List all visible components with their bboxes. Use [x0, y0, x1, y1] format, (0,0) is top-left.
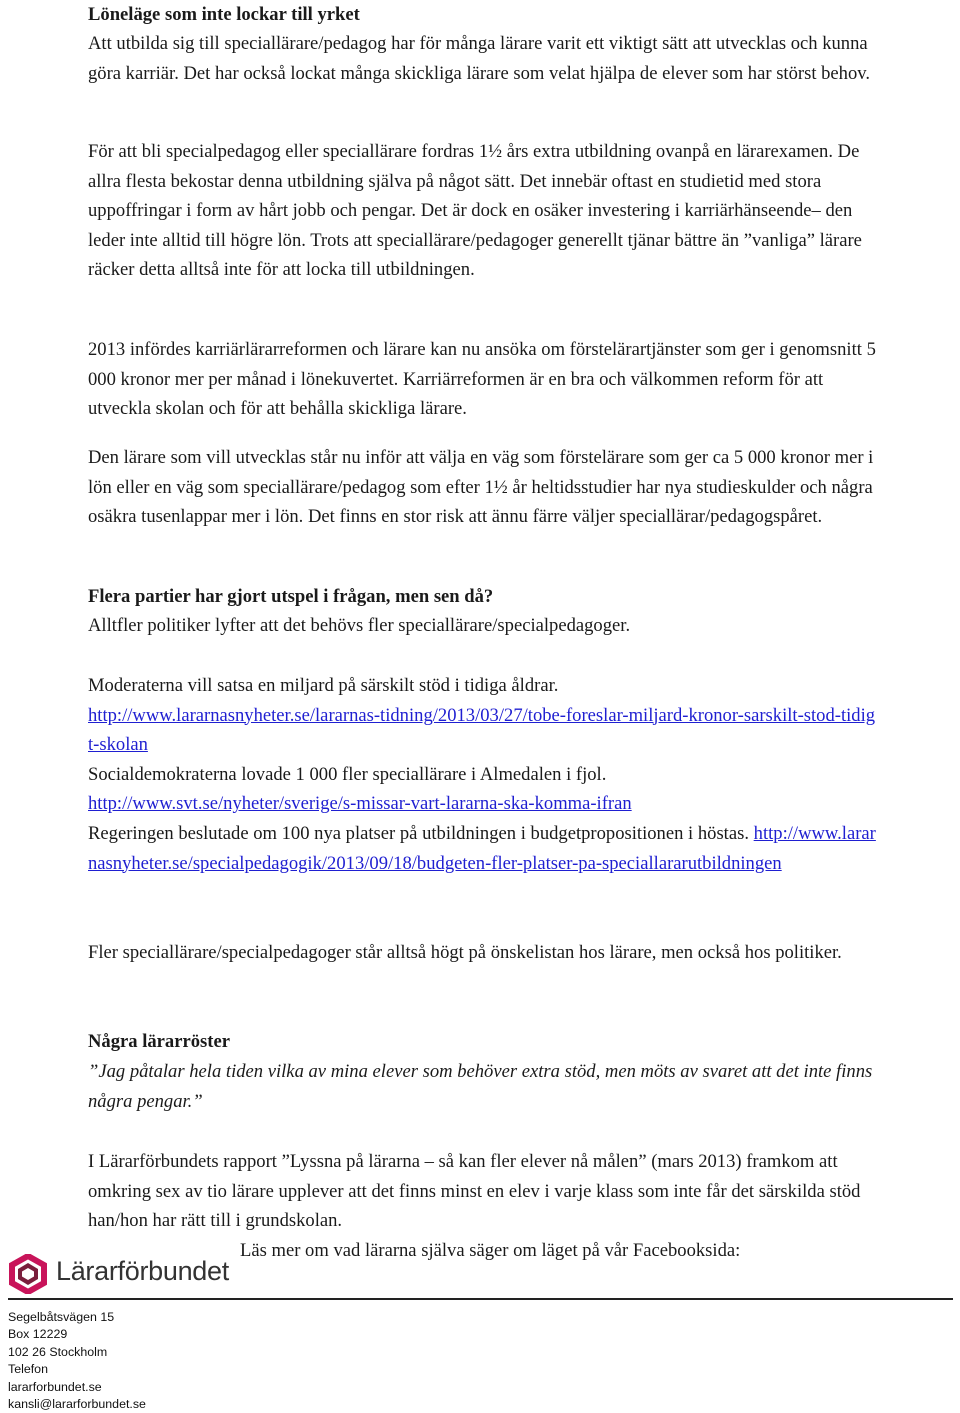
- section-heading-loneläge: Löneläge som inte lockar till yrket: [88, 4, 360, 25]
- paragraph-rapport: I Lärarförbundets rapport ”Lyssna på lärarna – så kan fler elever nå målen” (mars 2013) framkom att omkring sex av tio lärare upplever att det finns minst en elev i varje klass som inte får det särskilda stöd han/hon har rätt till i grundskolan.: [88, 1151, 861, 1232]
- footer-address: [8, 1309, 146, 1413]
- paragraph-onskelista: Fler speciallärare/specialpedagoger står alltså högt på önskelistan hos lärare, men också hos politiker.: [88, 942, 842, 963]
- paragraph-intro: Att utbilda sig till speciallärare/pedagog har för många lärare varit ett viktigt sätt att utvecklas och kunna göra karriär. Det har också lockat många skickliga lärare som velat hjälpa de elever som har störst behov.: [88, 33, 871, 84]
- paragraph-utbildning: För att bli specialpedagog eller speciallärare fordras 1½ års extra utbildning ovanpå en lärarexamen. De allra flesta bekostar denna utbildning själva på något sätt. Det innebär oftast en studietid med stora uppoffringar i form av hårt jobb och pengar. Det är dock en osäker investering i karriärhänseende– den leder inte alltid till högre lön. Trots att speciallärare/pedagoger generellt tjänar bättre än ”vanliga” lärare räcker detta alltså inte för att locka till utbildningen.: [88, 141, 862, 281]
- paragraph-karriarreform: 2013 infördes karriärlärarreformen och lärare kan nu ansöka om förstelärartjänster som ger i genomsnitt 5 000 kronor mer per månad i lönekuvertet. Karriärreformen är en bra och välkommen reform för att utveckla skolan och för att behålla skickliga lärare.: [88, 339, 876, 420]
- logo-wordmark: Lärarförbundet: [56, 1256, 229, 1286]
- teacher-quote: ”Jag påtalar hela tiden vilka av mina elever som behöver extra stöd, men möts av svaret att det inte finns några pengar.”: [88, 1061, 873, 1112]
- lararforbundet-logo: [8, 1254, 238, 1298]
- moderaterna-link[interactable]: http://www.lararnasnyheter.se/lararnas-tidning/2013/03/27/tobe-foreslar-miljard-kronor-sarskilt-stod-tidigt-skolan: [88, 704, 876, 756]
- regeringen-link[interactable]: http://www.lararnasnyheter.se/specialpedagogik/2013/09/18/budgeten-fler-platser-pa-speciallararutbildningen: [88, 822, 876, 874]
- socialdemokraterna-text: Socialdemokraterna lovade 1 000 fler speciallärare i Almedalen i fjol.: [88, 763, 607, 785]
- address-postcode: 102 26 Stockholm: [8, 1344, 108, 1359]
- lararforbundet-hexagon-icon: [8, 1254, 48, 1294]
- address-email: kansli@lararforbundet.se: [8, 1397, 146, 1412]
- section-heading-partier: Flera partier har gjort utspel i frågan, men sen då?: [88, 586, 494, 607]
- section-heading-lararroster: Några lärarröster: [88, 1031, 230, 1052]
- address-phone: Telefon: [8, 1362, 48, 1377]
- address-box: Box 12229: [8, 1327, 68, 1342]
- address-street: Segelbåtsvägen 15: [8, 1310, 115, 1324]
- paragraph-val-av-vag: Den lärare som vill utvecklas står nu inför att välja en väg som förstelärare som ger ca 5 000 kronor mer i lön eller en väg som speciallärare/pedagog som efter 1½ år heltidsstudier har nya studieskulder och några osäkra tusenlappar mer i lön. Det finns en stor risk att ännu färre väljer speciallärar/pedagogspåret.: [88, 447, 874, 528]
- footer-divider: [8, 1298, 953, 1300]
- address-website: lararforbundet.se: [8, 1379, 102, 1394]
- socialdemokraterna-link[interactable]: http://www.svt.se/nyheter/sverige/s-missar-vart-lararna-ska-komma-ifran: [88, 793, 632, 815]
- regeringen-text: Regeringen beslutade om 100 nya platser på utbildningen i budgetpropositionen i höstas.: [88, 822, 749, 844]
- facebook-cta: Läs mer om vad lärarna själva säger om läget på vår Facebooksida:: [240, 1240, 741, 1261]
- moderaterna-text: Moderaterna vill satsa en miljard på särskilt stöd i tidiga åldrar.: [88, 675, 559, 696]
- party-list: [88, 671, 878, 878]
- paragraph-politiker: Alltfler politiker lyfter att det behövs fler speciallärare/specialpedagoger.: [88, 615, 631, 636]
